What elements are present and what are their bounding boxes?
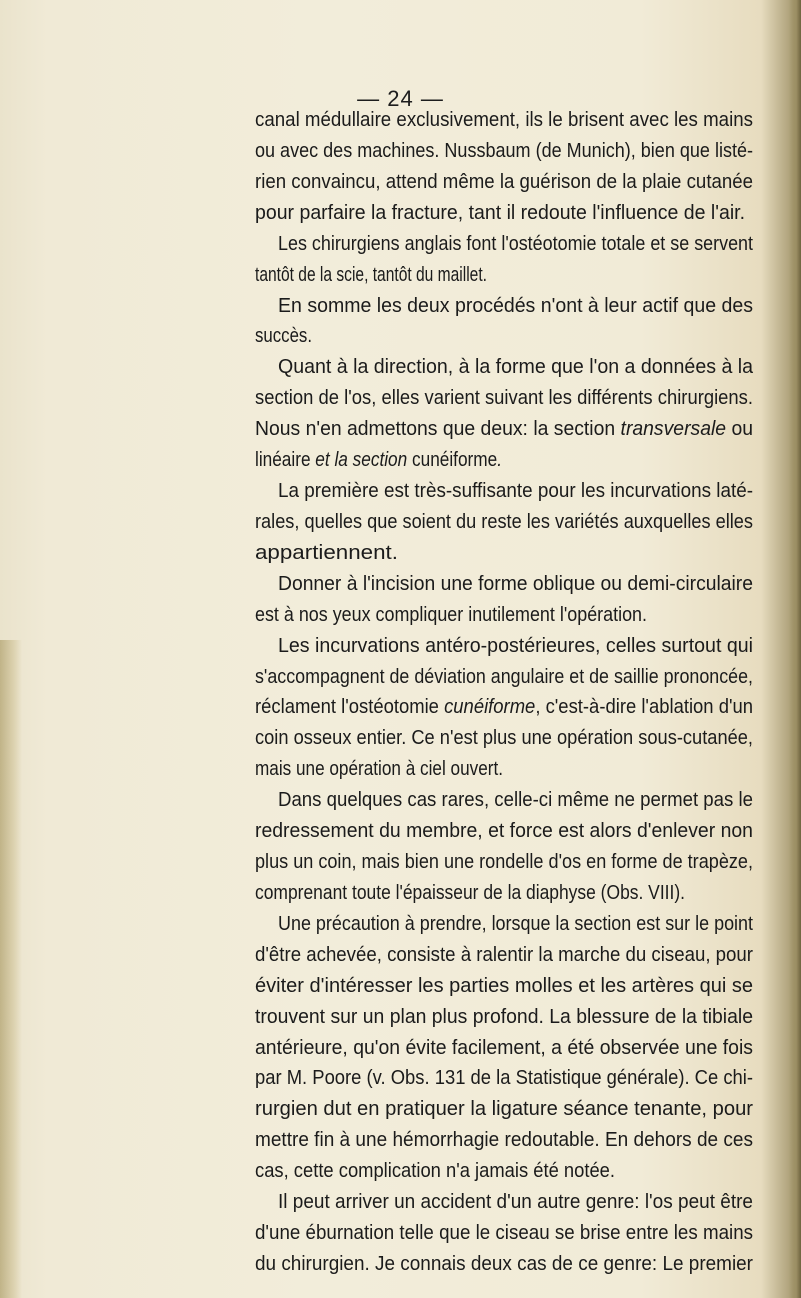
text-run: antérieure, qu'on évite facilement, a été observée une fois (255, 1037, 753, 1059)
text-line (278, 355, 753, 379)
text-run: du chirurgien. Je connais deux cas de ce genre: Le premier (255, 1253, 753, 1275)
text-line (278, 294, 753, 318)
text-run: éviter d'intéresser les parties molles et les artères qui se (255, 975, 754, 997)
text-line (255, 1159, 615, 1183)
text-line (255, 603, 647, 627)
text-line (255, 1128, 753, 1152)
text-line (278, 634, 753, 658)
text-run: comprenant toute l'épaisseur de la diaphyse (Obs. VIII). (255, 882, 686, 904)
text-run: Donner à l'incision une forme oblique ou demi-circulaire (278, 573, 753, 595)
text-run: rien convaincu, attend même la guérison de la plaie cutanée (255, 171, 754, 193)
text-run: plus un coin, mais bien une rondelle d'os en forme de trapèze, (255, 851, 754, 873)
text-run: réclament l'ostéotomie (255, 696, 445, 718)
text-run: Quant à la direction, à la forme que l'on a données à la (278, 356, 754, 378)
text-run: cas, cette complication n'a jamais été notée. (255, 1160, 615, 1182)
italic-term: transversale (620, 418, 727, 440)
text-run: succès. (255, 325, 313, 347)
text-run: trouvent sur un plan plus profond. La blessure de la tibiale (255, 1006, 754, 1028)
text-line (278, 788, 753, 812)
text-line (255, 510, 753, 534)
text-line (278, 479, 753, 503)
text-line (255, 417, 753, 441)
text-run: coin osseux entier. Ce n'est plus une opération sous-cutanée, (255, 727, 754, 749)
text-run: En somme les deux procédés n'ont à leur actif que des (278, 295, 753, 317)
text-run: Les incurvations antéro-postérieures, celles surtout qui (278, 635, 754, 657)
italic-term: et la section (310, 449, 413, 471)
text-run: tantôt de la scie, tantôt du maillet. (255, 264, 487, 286)
text-run: s'accompagnent de déviation angulaire et de saillie prononcée, (255, 666, 753, 688)
text-line (255, 201, 745, 225)
text-run: appartiennent. (255, 542, 398, 564)
text-line (255, 1005, 753, 1029)
text-line (255, 386, 753, 410)
text-line (255, 263, 487, 287)
text-run: mettre fin à une hémorrhagie redoutable. En dehors de ces (255, 1129, 753, 1151)
text-line (255, 974, 753, 998)
italic-term: . (497, 449, 502, 471)
text-run: par M. Poore (v. Obs. 131 de la Statistique générale). Ce chi- (255, 1067, 754, 1089)
text-run: section de l'os, elles varient suivant les différents chirurgiens. (255, 387, 754, 409)
text-line (255, 1036, 753, 1060)
text-line (255, 1221, 753, 1245)
text-line (278, 232, 753, 256)
text-run: redressement du membre, et force est alors d'enlever non (255, 820, 753, 842)
text-line (278, 572, 753, 596)
text-run: rurgien dut en pratiquer la ligature séance tenante, pour (255, 1098, 754, 1120)
text-line (255, 726, 753, 750)
text-run: Il peut arriver un accident d'un autre genre: l'os peut être (278, 1191, 753, 1213)
text-run: linéaire (255, 449, 311, 471)
text-run: canal médullaire exclusivement, ils le brisent avec les mains (255, 109, 754, 131)
text-run: Les chirurgiens anglais font l'ostéotomie totale et se servent (278, 233, 754, 255)
text-line (255, 1097, 753, 1121)
text-line (255, 943, 753, 967)
text-run: est à nos yeux compliquer inutilement l'opération. (255, 604, 648, 626)
text-line (255, 850, 753, 874)
text-line (255, 541, 398, 565)
text-line (278, 1190, 753, 1214)
italic-term: cunéiforme (444, 696, 536, 718)
text-line (255, 881, 685, 905)
text-line (255, 324, 312, 348)
text-line (255, 665, 753, 689)
text-run: mais une opération à ciel ouvert. (255, 758, 503, 780)
text-line (255, 819, 753, 843)
text-run: rales, quelles que soient du reste les variétés auxquelles elles (255, 511, 754, 533)
text-run: d'une éburnation telle que le ciseau se brise entre les mains (255, 1222, 754, 1244)
text-run: d'être achevée, consiste à ralentir la marche du ciseau, pour (255, 944, 754, 966)
page-number: — 24 — (357, 86, 444, 111)
text-line (255, 170, 753, 194)
text-run: , c'est-à-dire l'ablation d'un (535, 696, 753, 718)
text-line (255, 108, 753, 132)
text-run: Une précaution à prendre, lorsque la section est sur le point (278, 913, 754, 935)
text-line (255, 757, 503, 781)
text-run: ou (726, 418, 754, 440)
text-line (255, 448, 502, 472)
text-line (255, 1252, 753, 1276)
text-line (255, 139, 753, 163)
text-run: Nous n'en admettons que deux: la section (255, 418, 621, 440)
text-line (278, 912, 753, 936)
text-line (255, 695, 753, 719)
text-line (255, 1066, 753, 1090)
text-run: ou avec des machines. Nussbaum (de Munich), bien que listé- (255, 140, 754, 162)
text-run: pour parfaire la fracture, tant il redoute l'influence de l'air. (255, 202, 746, 224)
text-run: cunéiforme (412, 449, 498, 471)
text-run: Dans quelques cas rares, celle-ci même ne permet pas le (278, 789, 753, 811)
text-run: La première est très-suffisante pour les incurvations laté- (278, 480, 754, 502)
